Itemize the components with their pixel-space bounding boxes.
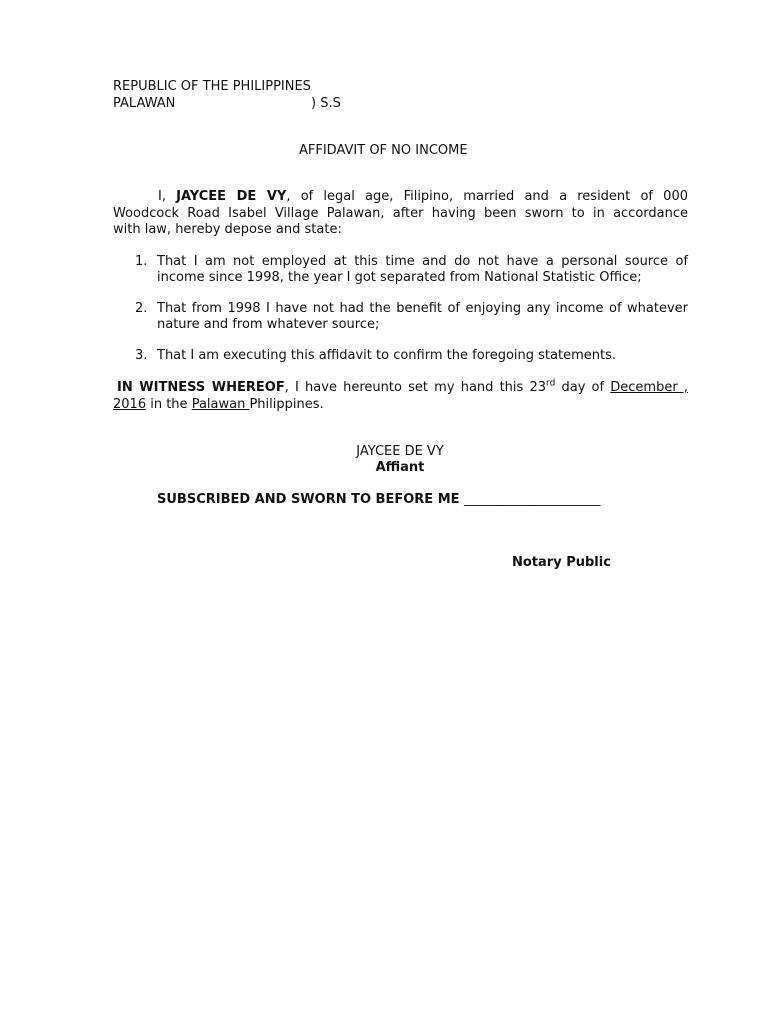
intro-prefix: I, bbox=[158, 189, 177, 204]
header-venue-ss: ) S.S bbox=[311, 96, 341, 111]
item-3-line-1: That I am executing this affidavit to confirm the foregoing statements. bbox=[157, 348, 616, 363]
witness-text-4: Philippines. bbox=[249, 397, 324, 412]
witness-line-2 bbox=[113, 397, 324, 413]
item-1-number: 1. bbox=[135, 254, 148, 269]
witness-text-1: , I have hereunto set my hand this 23 bbox=[284, 380, 547, 395]
subscribed-statement bbox=[157, 492, 601, 508]
intro-line-1 bbox=[113, 189, 688, 205]
affiant-label: Affiant bbox=[375, 460, 425, 475]
witness-line-1 bbox=[117, 380, 688, 396]
item-1-line-2: income since 1998, the year I got separated from National Statistic Office; bbox=[157, 270, 642, 285]
witness-lead: IN WITNESS WHEREOF bbox=[117, 380, 285, 395]
item-2-line-2: nature and from whatever source; bbox=[157, 317, 380, 332]
subscribed-blank-line: _____________________ bbox=[464, 492, 601, 507]
intro-line-3: with law, hereby depose and state: bbox=[113, 222, 342, 237]
witness-year: 2016 bbox=[113, 397, 147, 412]
header-republic: REPUBLIC OF THE PHILIPPINES bbox=[113, 79, 311, 94]
witness-place: Palawan bbox=[191, 397, 250, 412]
item-2-line-1: That from 1998 I have not had the benefit of enjoying any income of whatever bbox=[157, 301, 688, 316]
intro-line-2: Woodcock Road Isabel Village Palawan, after having been sworn to in accordance bbox=[113, 206, 688, 221]
item-2-number: 2. bbox=[135, 301, 148, 316]
item-1-line-1: That I am not employed at this time and do not have a personal source of bbox=[157, 254, 688, 269]
affiant-name: JAYCEE DE VY bbox=[356, 444, 444, 459]
witness-month: December , bbox=[610, 380, 689, 395]
notary-public-label: Notary Public bbox=[512, 555, 611, 570]
witness-text-3: in the bbox=[146, 397, 192, 412]
affiant-name-inline: JAYCEE DE VY bbox=[176, 189, 287, 204]
witness-ordinal: rd bbox=[546, 378, 556, 389]
header-province: PALAWAN bbox=[113, 96, 176, 111]
subscribed-text: SUBSCRIBED AND SWORN TO BEFORE ME bbox=[157, 492, 460, 507]
item-3-number: 3. bbox=[135, 348, 148, 363]
intro-line-1-rest: , of legal age, Filipino, married and a resident of 000 bbox=[286, 189, 688, 204]
document-title: AFFIDAVIT OF NO INCOME bbox=[299, 143, 468, 158]
witness-text-2: day of bbox=[555, 380, 611, 395]
